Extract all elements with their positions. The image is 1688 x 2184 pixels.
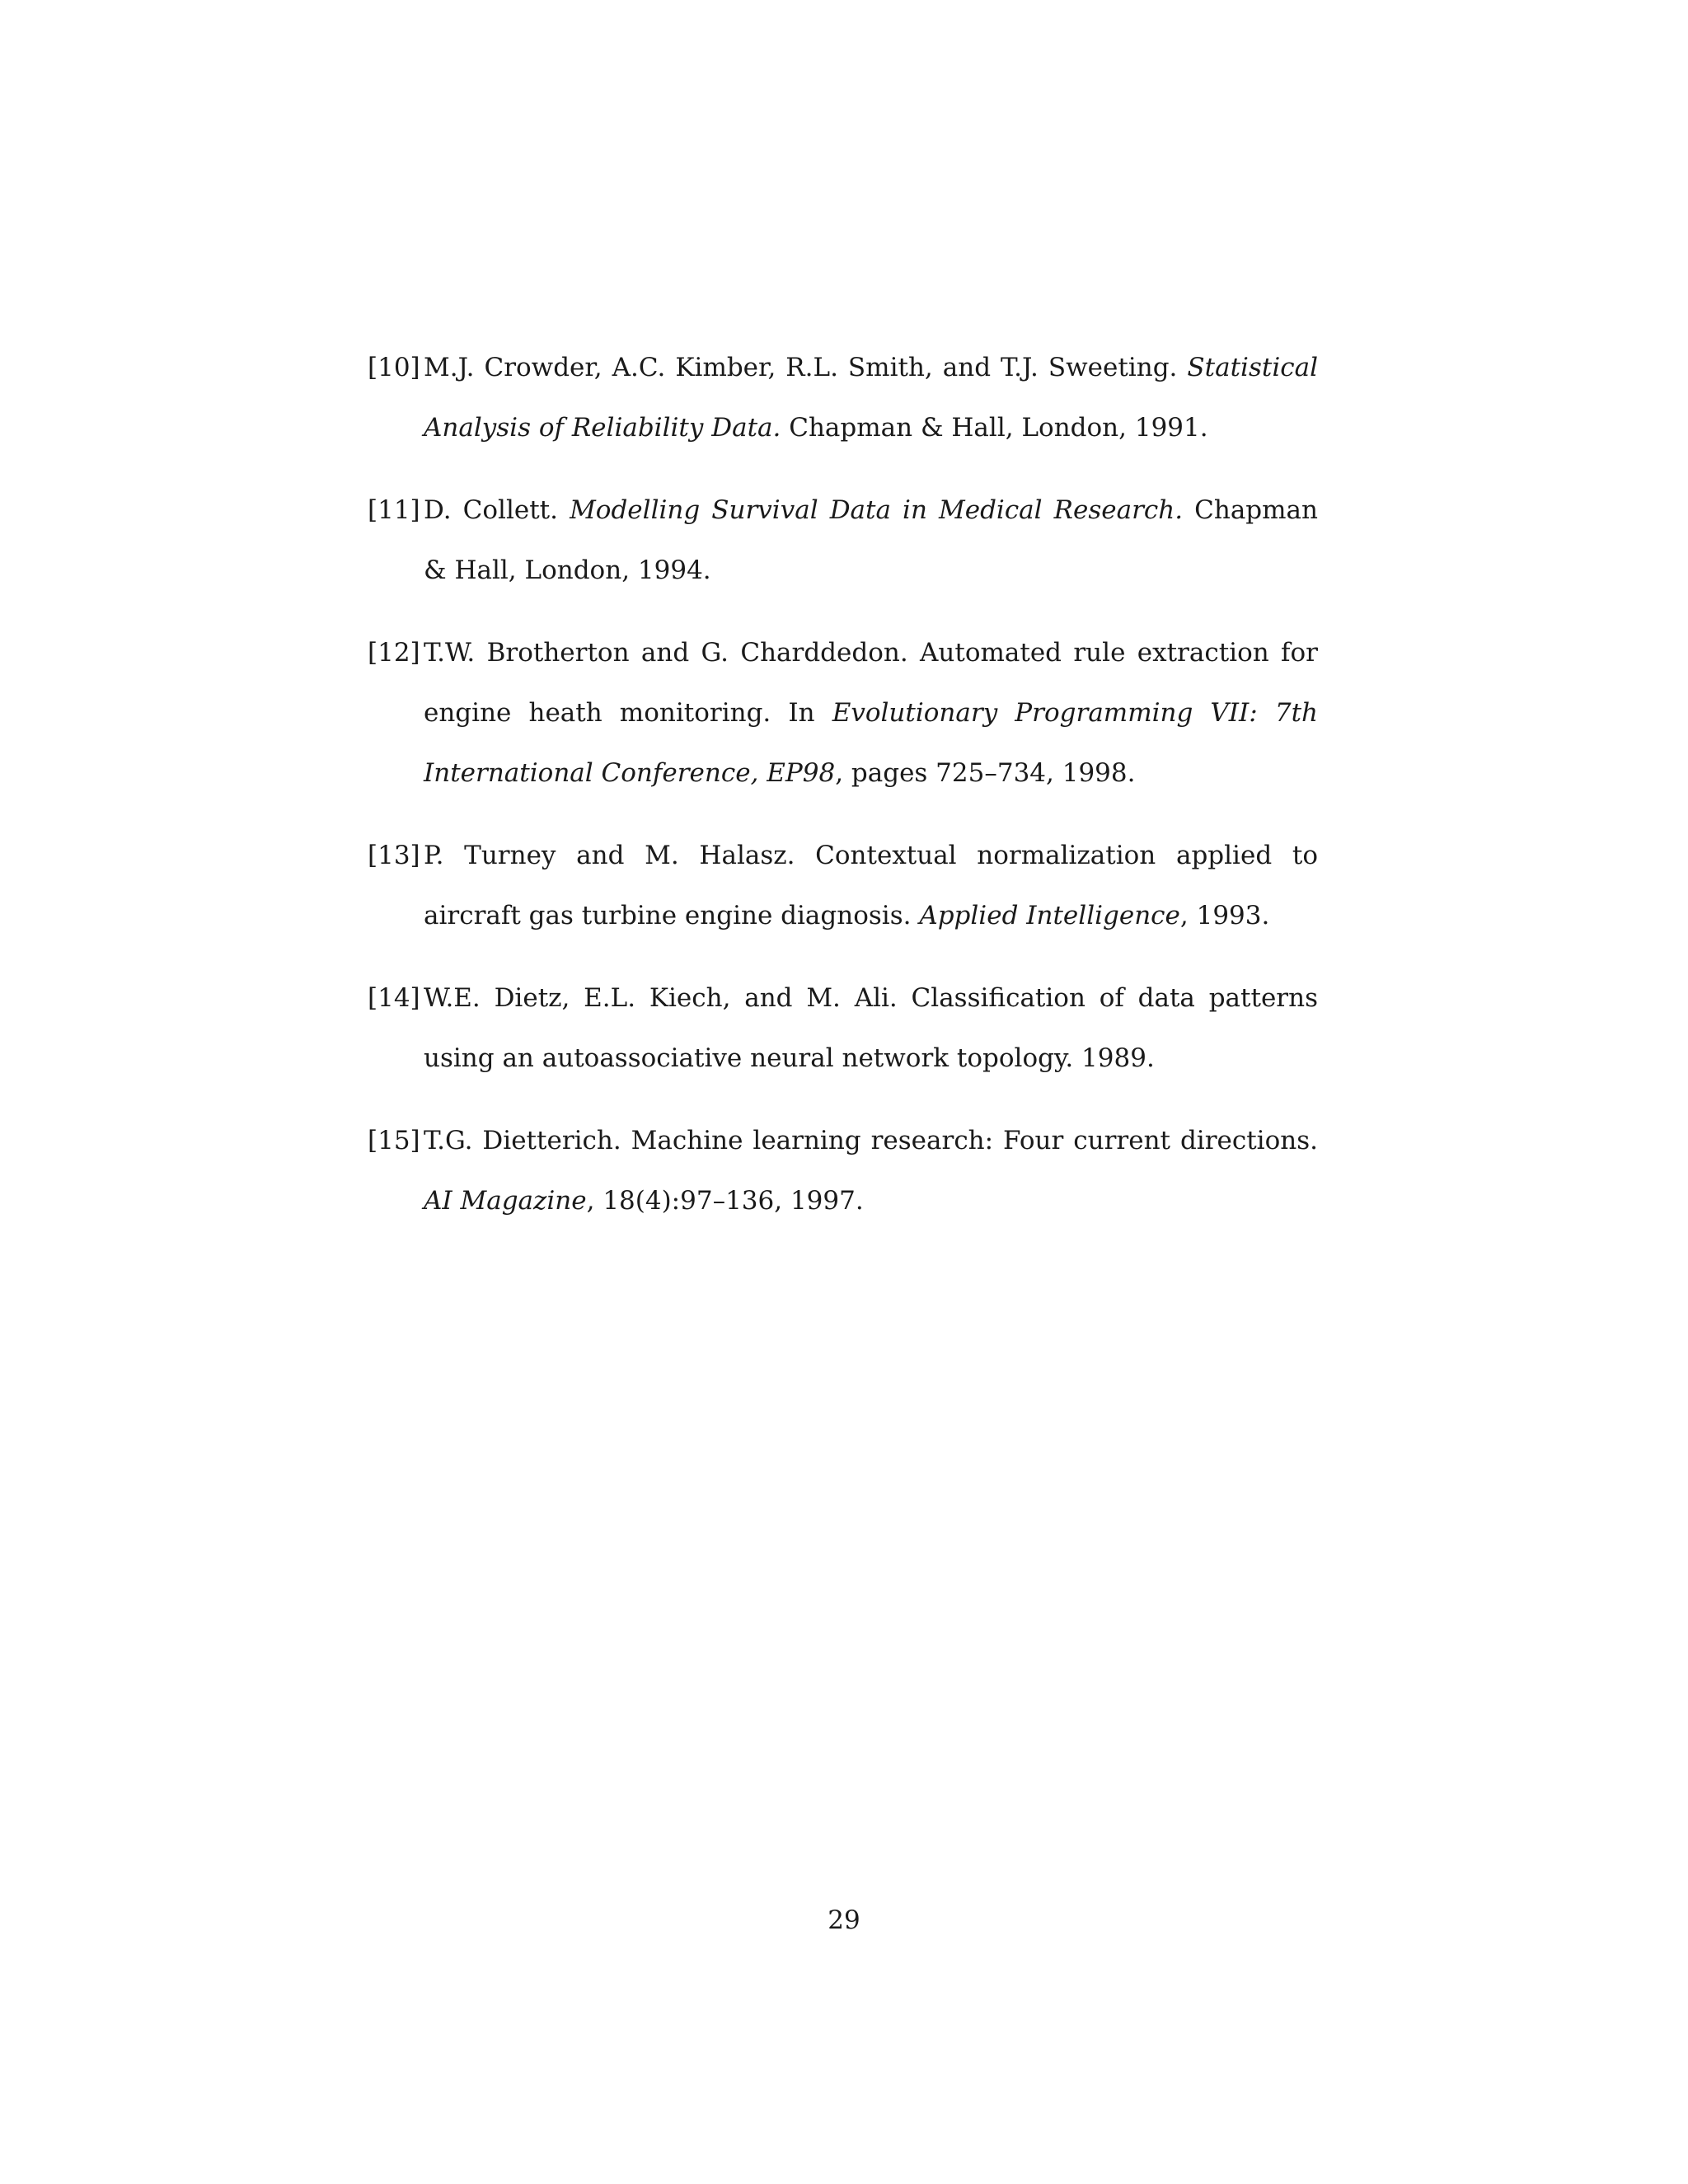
reference-label: [12] <box>368 638 420 668</box>
reference-title: Statistical Analysis of Reliability Data. <box>424 353 1318 443</box>
reference-title: Modelling Survival Data in Medical Research. <box>570 495 1184 525</box>
reference-text <box>424 353 1318 443</box>
reference-part: M.J. Crowder, A.C. Kimber, R.L. Smith, and T.J. Sweeting. <box>424 353 1188 382</box>
reference-text <box>424 1126 1318 1216</box>
reference-label: [13] <box>368 841 420 870</box>
reference-text <box>424 983 1318 1073</box>
reference-item <box>368 826 1318 946</box>
reference-text <box>424 638 1318 788</box>
reference-text <box>424 841 1318 930</box>
reference-item <box>368 480 1318 601</box>
reference-part: Chapman & Hall, London, 1994. <box>424 495 1318 585</box>
reference-label: [11] <box>368 495 420 525</box>
reference-title: Applied Intelligence <box>919 901 1180 930</box>
reference-part: T.G. Dietterich. Machine learning research: Four current directions. <box>424 1126 1318 1155</box>
reference-label: [10] <box>368 353 420 382</box>
reference-label: [15] <box>368 1126 420 1155</box>
reference-part: P. Turney and M. Halasz. Contextual normalization applied to aircraft gas turbine engine diagnosis. <box>424 841 1318 930</box>
reference-item <box>368 338 1318 458</box>
reference-item <box>368 968 1318 1089</box>
reference-text <box>424 495 1318 585</box>
reference-part: W.E. Dietz, E.L. Kiech, and M. Ali. Classification of data patterns using an autoassociative neural network topology. 1989. <box>424 983 1318 1073</box>
reference-part: D. Collett. <box>424 495 570 525</box>
reference-part: , 1993. <box>1179 901 1270 930</box>
reference-list <box>368 338 1318 1254</box>
reference-part: Chapman & Hall, London, 1991. <box>781 413 1208 443</box>
reference-item <box>368 623 1318 804</box>
reference-title: AI Magazine <box>424 1186 587 1216</box>
reference-part: T.W. Brotherton and G. Charddedon. Automated rule extraction for engine heath monitoring. In <box>424 638 1318 728</box>
reference-label: [14] <box>368 983 420 1013</box>
reference-part: , 18(4):97–136, 1997. <box>586 1186 864 1216</box>
reference-item <box>368 1111 1318 1231</box>
page-number: 29 <box>828 1905 860 1935</box>
reference-part: , pages 725–734, 1998. <box>835 758 1136 788</box>
reference-title: Evolutionary Programming VII: 7th International Conference, EP98 <box>424 698 1318 788</box>
